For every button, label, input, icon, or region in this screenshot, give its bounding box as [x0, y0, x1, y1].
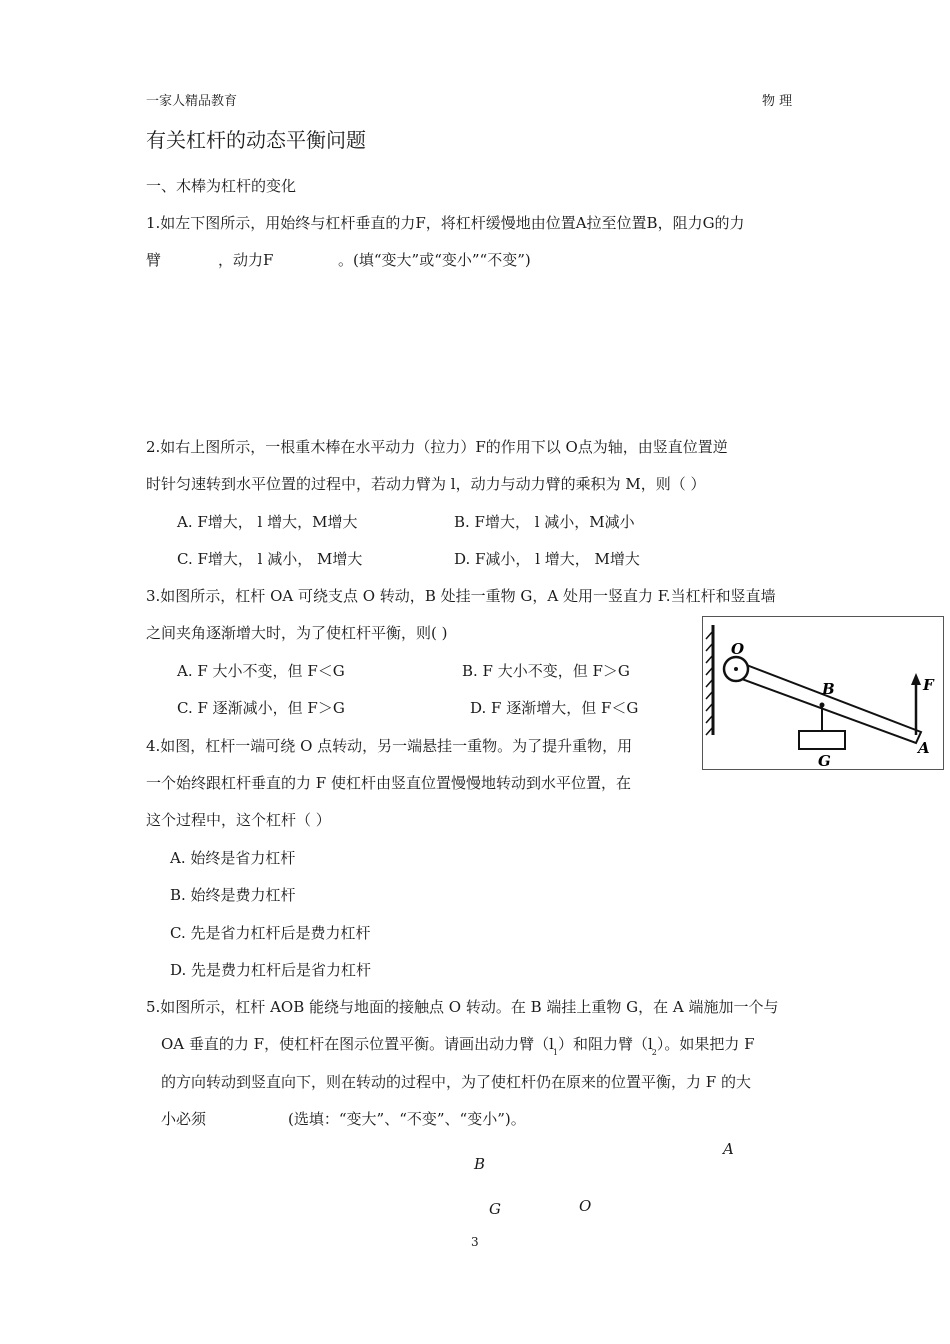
q2-option-a: A. F增大， l 增大，M增大: [177, 513, 358, 531]
q1-line2-c: 。(填“变大”或“变小”“不变”): [338, 251, 531, 269]
q3-option-a: A. F 大小不变，但 F＜G: [177, 662, 345, 680]
lever-wall-figure: [702, 616, 944, 770]
q1-line2-a: 臂: [146, 251, 162, 269]
q2-option-d: D. F减小， l 增大， M增大: [454, 550, 640, 568]
q2-option-b: B. F增大， l 减小，M减小: [454, 513, 635, 531]
q2-line2: 时针匀速转到水平位置的过程中，若动力臂为 l，动力与动力臂的乘积为 M，则（ ）: [146, 475, 706, 493]
q5-label-g: G: [489, 1200, 501, 1218]
q5-label-o: O: [579, 1197, 592, 1215]
q4-line2: 一个始终跟杠杆垂直的力 F 使杠杆由竖直位置慢慢地转动到水平位置，在: [146, 774, 631, 792]
q5-sub-2: 2: [651, 1048, 657, 1057]
q5-sub-1: 1: [552, 1048, 558, 1057]
q1-line1: 1.如左下图所示，用始终与杠杆垂直的力F，将杠杆缓慢地由位置A拉至位置B，阻力G的力: [146, 214, 745, 232]
q2-option-c: C. F增大， l 减小， M增大: [177, 550, 363, 568]
page-number: 3: [471, 1235, 479, 1249]
q4-line3: 这个过程中，这个杠杆（ ）: [146, 811, 331, 829]
q3-option-c: C. F 逐渐减小，但 F＞G: [177, 699, 345, 717]
q5-line2-b: ）和阻力臂（l: [557, 1035, 653, 1053]
label-a: A: [918, 739, 930, 757]
q5-label-a: A: [723, 1140, 734, 1158]
q5-line1: 5.如图所示，杠杆 AOB 能绕与地面的接触点 O 转动。在 B 端挂上重物 G，在 A 端施加一个与: [146, 998, 779, 1016]
q2-line1: 2.如右上图所示，一根重木棒在水平动力（拉力）F的作用下以 O点为轴，由竖直位置逆: [146, 438, 728, 456]
q5-line2: [161, 1033, 755, 1057]
label-b: B: [822, 680, 835, 698]
q4-option-c: C. 先是省力杠杆后是费力杠杆: [170, 924, 371, 942]
force-arrow-head: [911, 673, 921, 685]
q3-line2: 之间夹角逐渐增大时，为了使杠杆平衡，则( ): [146, 624, 448, 642]
q5-line3: 的方向转动到竖直向下，则在转动的过程中，为了使杠杆仍在原来的位置平衡，力 F 的大: [161, 1073, 751, 1091]
q5-line2-c: ）。如果把力 F: [656, 1035, 755, 1053]
q3-line1: 3.如图所示，杠杆 OA 可绕支点 O 转动，B 处挂一重物 G，A 处用一竖直力 F.当杠杆和竖直墙: [146, 587, 776, 605]
q3-option-b: B. F 大小不变，但 F＞G: [462, 662, 630, 680]
q5-line4-a: 小必须: [161, 1110, 207, 1128]
q4-option-d: D. 先是费力杠杆后是省力杠杆: [170, 961, 372, 979]
header-left: 一家人精品教育: [146, 94, 238, 109]
q1-line2-b: ，动力F: [218, 251, 274, 269]
q4-line1: 4.如图，杠杆一端可绕 O 点转动，另一端悬挂一重物。为了提升重物，用: [146, 737, 633, 755]
q5-line2-a: OA 垂直的力 F，使杠杆在图示位置平衡。请画出动力臂（l: [161, 1035, 554, 1053]
page-title: 有关杠杆的动态平衡问题: [146, 128, 366, 152]
header-right: 物 理: [762, 94, 793, 109]
q3-option-d: D. F 逐渐增大，但 F＜G: [470, 699, 639, 717]
q4-option-a: A. 始终是省力杠杆: [170, 849, 296, 867]
pivot-dot: [734, 667, 738, 671]
label-o: O: [731, 640, 745, 658]
section-heading: 一、木棒为杠杆的变化: [146, 177, 297, 195]
label-f: F: [923, 676, 934, 694]
lever-wall-diagram: [703, 617, 943, 769]
q4-option-b: B. 始终是费力杠杆: [170, 886, 296, 904]
label-g: G: [818, 752, 831, 769]
q5-label-b: B: [474, 1155, 486, 1173]
weight-block: [799, 731, 845, 749]
q5-line4-b: (选填：“变大”、“不变”、“变小”)。: [288, 1110, 526, 1128]
